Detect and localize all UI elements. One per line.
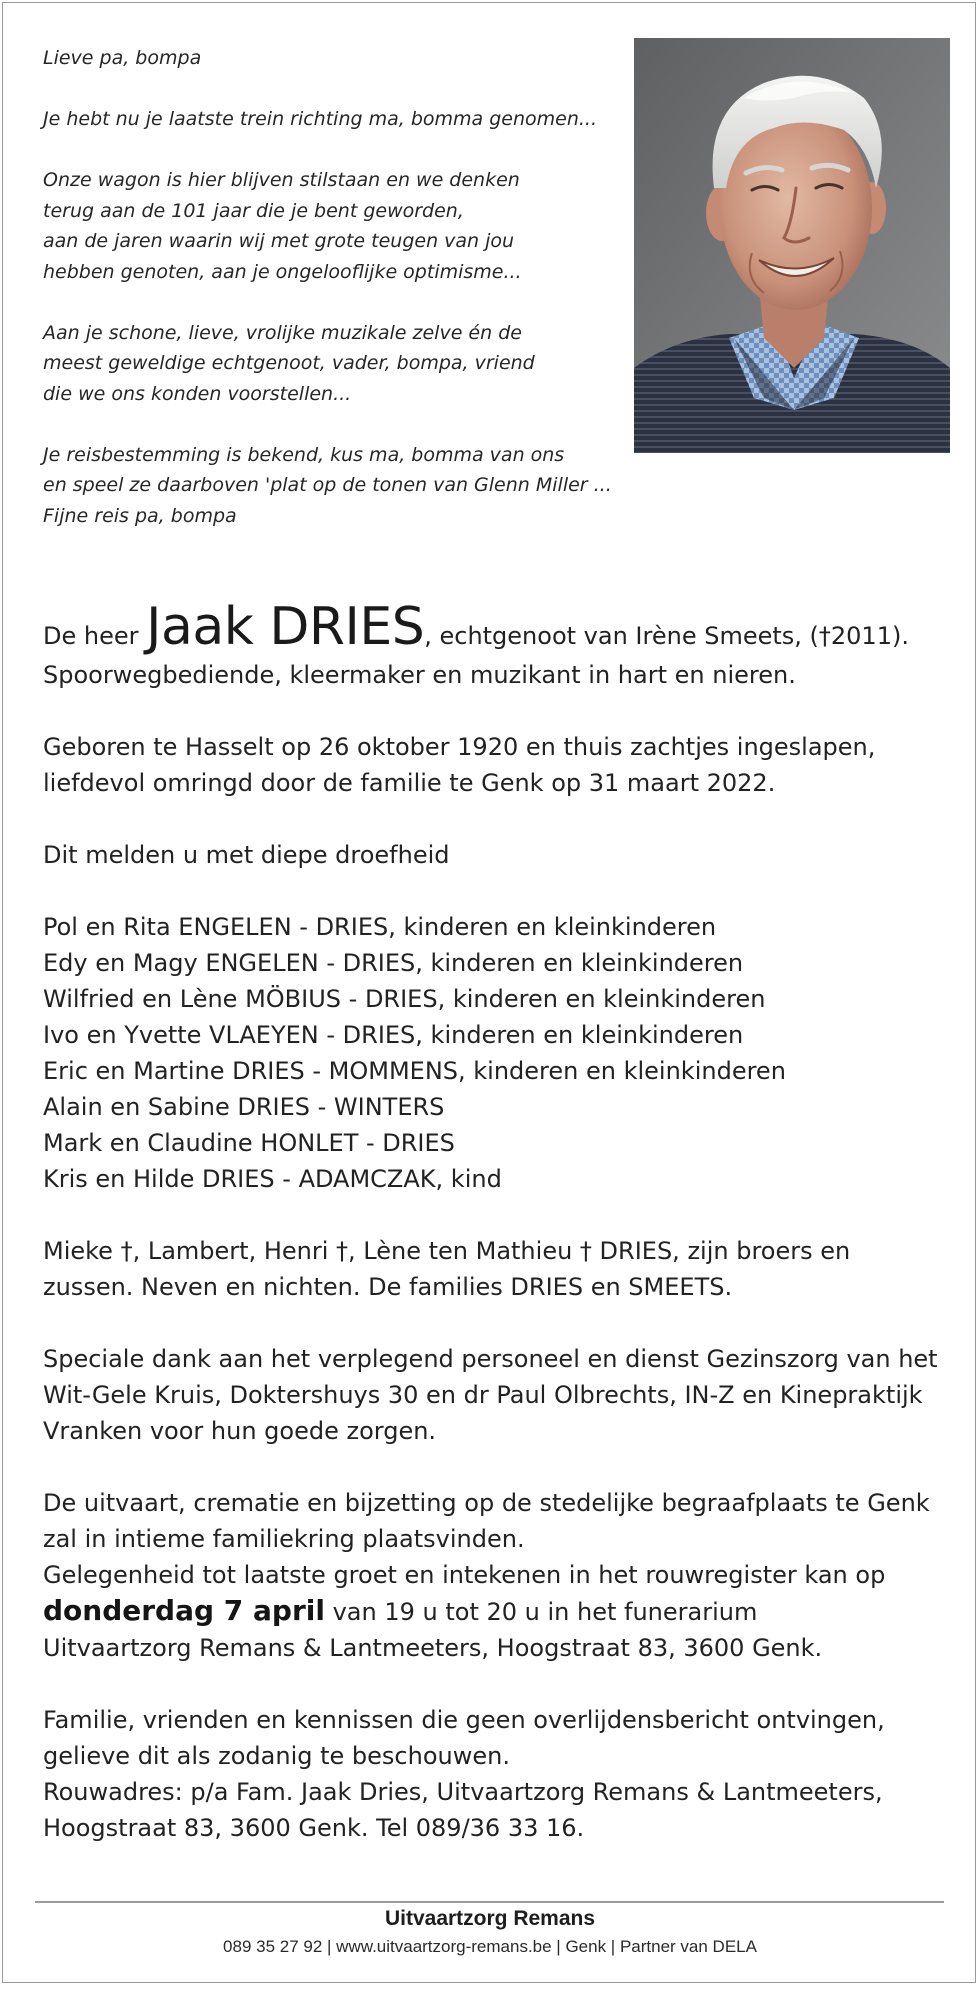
family-line: Mark en Claudine HONLET - DRIES bbox=[43, 1129, 455, 1157]
headline-suffix: , echtgenoot van Irène Smeets, (†2011). bbox=[424, 622, 909, 650]
poem-line: Lieve pa, bompa bbox=[43, 47, 202, 69]
birth-line: Geboren te Hasselt op 26 oktober 1920 en thuis zachtjes ingeslapen, bbox=[43, 733, 876, 761]
sorrow-line: Dit melden u met diepe droefheid bbox=[43, 841, 450, 869]
poem-line: meest geweldige echtgenoot, vader, bompa, vriend bbox=[43, 352, 535, 374]
family-line: Wilfried en Lène MÖBIUS - DRIES, kinderen en kleinkinderen bbox=[43, 985, 766, 1013]
family-line: Alain en Sabine DRIES - WINTERS bbox=[43, 1093, 445, 1121]
funeral-line: Uitvaartzorg Remans & Lantmeeters, Hoogstraat 83, 3600 Genk. bbox=[43, 1634, 823, 1662]
headline bbox=[43, 597, 948, 657]
headline-prefix: De heer bbox=[43, 622, 147, 650]
poem-line: en speel ze daarboven 'plat op de tonen van Glenn Miller ... bbox=[43, 474, 612, 496]
closing-line: Familie, vrienden en kennissen die geen overlijdensbericht ontvingen, bbox=[43, 1706, 885, 1734]
family-line: Eric en Martine DRIES - MOMMENS, kinderen en kleinkinderen bbox=[43, 1057, 786, 1085]
funeral-line: De uitvaart, crematie en bijzetting op de stedelijke begraafplaats te Genk bbox=[43, 1489, 930, 1517]
closing-line: gelieve dit als zodanig te beschouwen. bbox=[43, 1742, 510, 1770]
family-line: Pol en Rita ENGELEN - DRIES, kinderen en kleinkinderen bbox=[43, 913, 717, 941]
deceased-name: Jaak DRIES bbox=[146, 597, 425, 657]
closing-line: Rouwadres: p/a Fam. Jaak Dries, Uitvaartzorg Remans & Lantmeeters, bbox=[43, 1778, 883, 1806]
poem-line: die we ons konden voorstellen... bbox=[43, 382, 352, 405]
poem-stanza bbox=[43, 104, 643, 135]
thanks-line: Vranken voor hun goede zorgen. bbox=[43, 1417, 437, 1445]
family-line: Kris en Hilde DRIES - ADAMCZAK, kind bbox=[43, 1165, 502, 1193]
poem-stanza bbox=[43, 318, 643, 410]
footer-divider bbox=[35, 1901, 944, 1903]
birth-line: liefdevol omringd door de familie te Genk op 31 maart 2022. bbox=[43, 769, 776, 797]
portrait-photo bbox=[634, 38, 950, 453]
poem-stanza bbox=[43, 440, 643, 532]
poem-stanza bbox=[43, 165, 643, 287]
poem-line: Je hebt nu je laatste trein richting ma, bomma genomen... bbox=[43, 108, 597, 130]
visitation-time: van 19 u tot 20 u in het funerarium bbox=[324, 1598, 758, 1626]
visitation-date: donderdag 7 april bbox=[43, 1594, 325, 1627]
poem-line: Fijne reis pa, bompa bbox=[43, 504, 237, 527]
poem-line: Je reisbestemming is bekend, kus ma, bomma van ons bbox=[43, 443, 565, 466]
family-line: Edy en Magy ENGELEN - DRIES, kinderen en kleinkinderen bbox=[43, 949, 744, 977]
funeral-date-line bbox=[43, 1593, 948, 1630]
family-line: Ivo en Yvette VLAEYEN - DRIES, kinderen en kleinkinderen bbox=[43, 1021, 744, 1049]
siblings-line: zussen. Neven en nichten. De families DRIES en SMEETS. bbox=[43, 1273, 733, 1301]
thanks-line: Wit-Gele Kruis, Doktershuys 30 en dr Paul Olbrechts, IN-Z en Kinepraktijk bbox=[43, 1381, 923, 1409]
poem-line: Onze wagon is hier blijven stilstaan en we denken bbox=[43, 169, 520, 191]
poem-line: terug aan de 101 jaar die je bent geworden, bbox=[43, 199, 464, 222]
poem-stanza bbox=[43, 43, 643, 74]
poem-line: aan de jaren waarin wij met grote teugen van jou bbox=[43, 230, 515, 252]
obituary-page bbox=[2, 2, 976, 1983]
poem-line: hebben genoten, aan je ongelooflijke optimisme... bbox=[43, 260, 522, 283]
footer-contact: 089 35 27 92 | www.uitvaartzorg-remans.be | Genk | Partner van DELA bbox=[223, 1937, 757, 1956]
funeral-line: Gelegenheid tot laatste groet en intekenen in het rouwregister kan op bbox=[43, 1561, 886, 1589]
occupation: Spoorwegbediende, kleermaker en muzikant in hart en nieren. bbox=[43, 661, 796, 689]
closing-line: Hoogstraat 83, 3600 Genk. Tel 089/36 33 16. bbox=[43, 1814, 585, 1842]
thanks-line: Speciale dank aan het verplegend personeel en dienst Gezinszorg van het bbox=[43, 1345, 938, 1373]
obituary-text bbox=[43, 597, 948, 1846]
footer-company: Uitvaartzorg Remans bbox=[384, 1907, 596, 1930]
poem-line: Aan je schone, lieve, vrolijke muzikale zelve én de bbox=[43, 321, 522, 344]
siblings-line: Mieke †, Lambert, Henri †, Lène ten Mathieu † DRIES, zijn broers en bbox=[43, 1237, 851, 1265]
funeral-line: zal in intieme familiekring plaatsvinden. bbox=[43, 1525, 525, 1553]
poem bbox=[43, 43, 643, 531]
